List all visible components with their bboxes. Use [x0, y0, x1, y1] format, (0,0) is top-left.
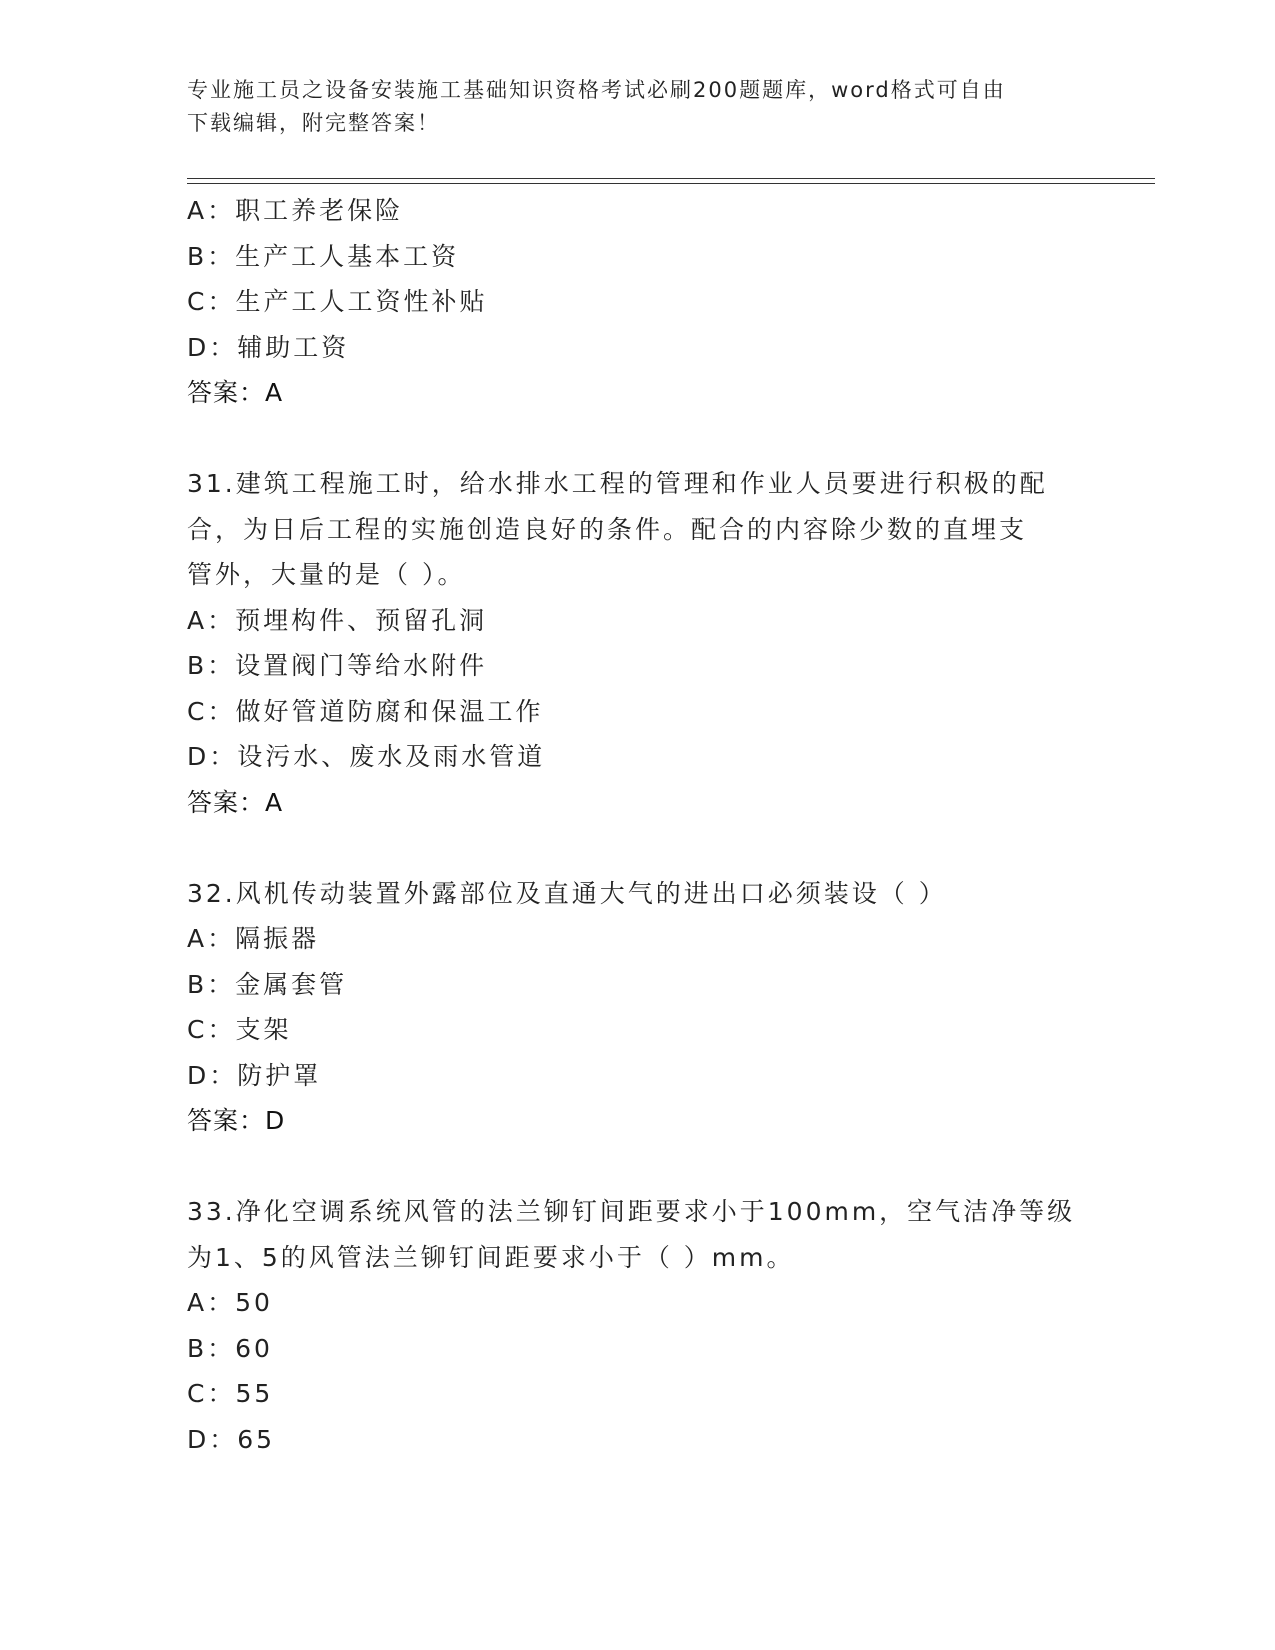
answer-line: 答案：A	[187, 378, 284, 407]
option-a: A：预埋构件、预留孔洞	[187, 605, 488, 635]
answer-line: 答案：D	[187, 1106, 286, 1135]
question-32	[187, 871, 1087, 1144]
question-content	[187, 188, 1087, 1462]
option-b: B：60	[187, 1333, 273, 1363]
spacer	[187, 825, 1087, 871]
option-d: D：设污水、废水及雨水管道	[187, 742, 546, 771]
spacer	[187, 416, 1087, 462]
option-a: A：职工养老保险	[187, 196, 404, 225]
option-c: C：支架	[187, 1015, 292, 1044]
header-line-1: 专业施工员之设备安装施工基础知识资格考试必刷200题题库，word格式可自由	[187, 78, 1006, 102]
option-a: A：50	[187, 1288, 273, 1317]
option-c: C：做好管道防腐和保温工作	[187, 696, 544, 726]
option-c: C：55	[187, 1379, 274, 1408]
question-stem-line: 管外，大量的是（ ）。	[187, 560, 466, 589]
option-b: B：金属套管	[187, 969, 348, 999]
option-d: D：防护罩	[187, 1060, 322, 1090]
question-stem-line: 为1、5的风管法兰铆钉间距要求小于（ ）mm。	[187, 1242, 795, 1272]
header-line-2: 下载编辑，附完整答案！	[187, 111, 440, 135]
header-divider-bottom	[187, 183, 1155, 184]
option-a: A：隔振器	[187, 924, 320, 953]
question-33	[187, 1189, 1087, 1462]
question-stem-line: 33.净化空调系统风管的法兰铆钉间距要求小于100mm，空气洁净等级	[187, 1197, 1076, 1226]
answer-line: 答案：A	[187, 787, 284, 817]
option-d: D：65	[187, 1424, 276, 1454]
question-stem-line: 31.建筑工程施工时，给水排水工程的管理和作业人员要进行积极的配	[187, 469, 1048, 498]
question-stem-line: 32.风机传动装置外露部位及直通大气的进出口必须装设（ ）	[187, 878, 947, 908]
header-divider-top	[187, 178, 1155, 179]
document-header	[187, 74, 1067, 140]
option-d: D：辅助工资	[187, 332, 350, 362]
question-30-tail	[187, 188, 1087, 416]
option-b: B：设置阀门等给水附件	[187, 651, 488, 680]
option-c: C：生产工人工资性补贴	[187, 287, 488, 316]
option-b: B：生产工人基本工资	[187, 241, 460, 271]
question-31	[187, 461, 1087, 825]
spacer	[187, 1144, 1087, 1190]
question-stem-line: 合，为日后工程的实施创造良好的条件。配合的内容除少数的直埋支	[187, 514, 1028, 544]
